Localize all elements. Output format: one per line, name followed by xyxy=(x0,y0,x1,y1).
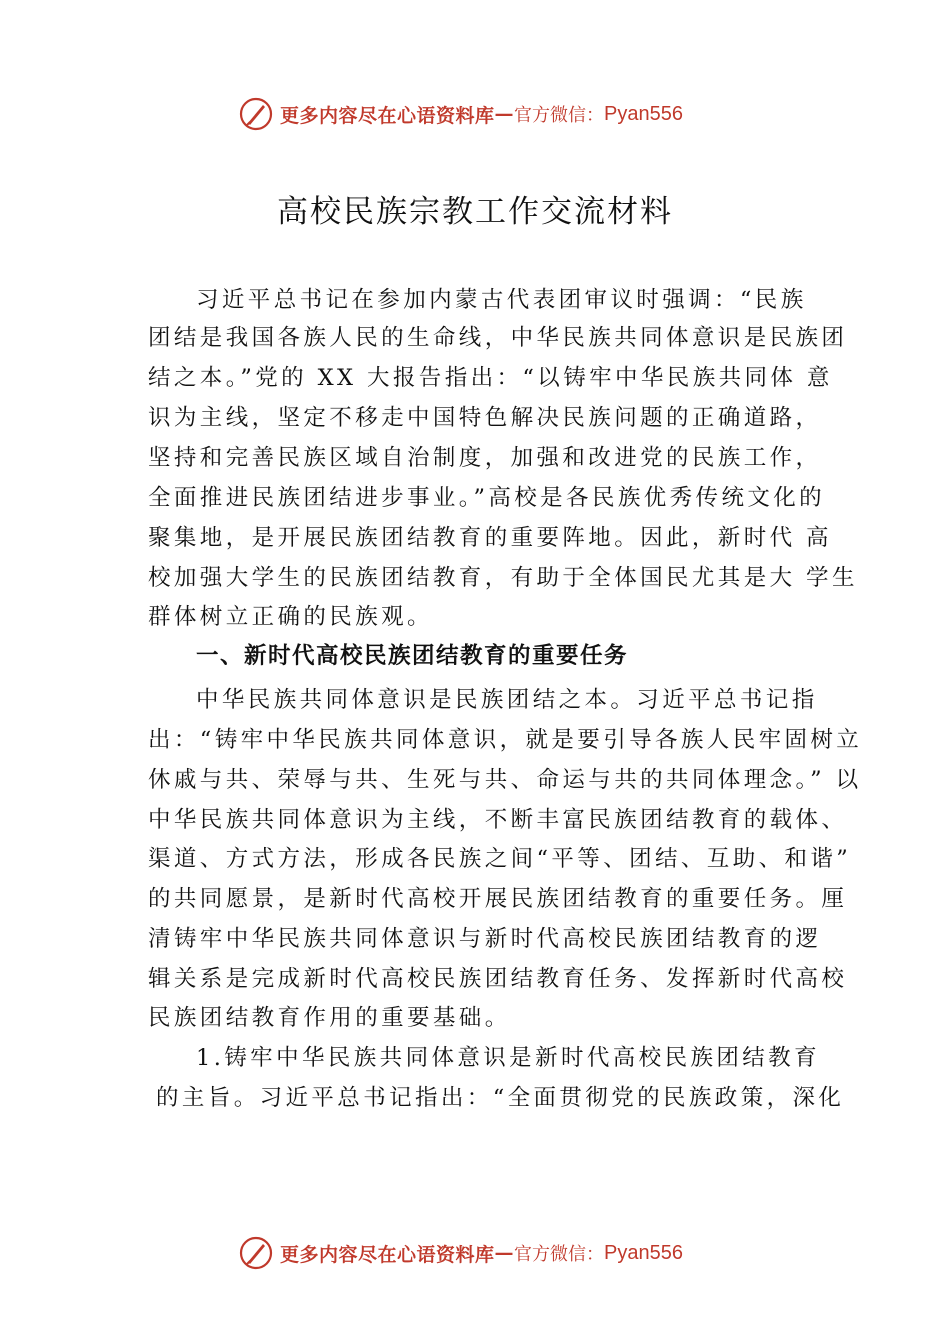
quill-logo-icon xyxy=(238,96,274,132)
body-line: 的主旨。习近平总书记指出：“全面贯彻党的民族政策，深化 xyxy=(156,1085,845,1111)
body-line: 1.铸牢中华民族共同体意识是新时代高校民族团结教育 xyxy=(196,1045,820,1071)
document-title: 高校民族宗教工作交流材料 xyxy=(277,194,673,230)
watermark-dash: — xyxy=(494,1242,515,1264)
body-line: 的共同愿景，是新时代高校开展民族团结教育的重要任务。厘 xyxy=(148,886,848,912)
watermark-brand: 更多内容尽在心语资料库 xyxy=(280,1243,495,1266)
watermark-dash: — xyxy=(494,103,515,125)
body-line: 中华民族共同体意识是民族团结之本。习近平总书记指 xyxy=(196,687,818,713)
quill-logo-icon xyxy=(238,1235,274,1271)
body-line: 识为主线，坚定不移走中国特色解决民族问题的正确道路， xyxy=(148,405,822,431)
body-line: 结之本。”党的 XX 大报告指出：“以铸牢中华民族共同体 意 xyxy=(148,365,833,391)
body-line: 出：“铸牢中华民族共同体意识，就是要引导各族人民牢固树立 xyxy=(148,727,863,753)
header-watermark xyxy=(238,94,683,134)
body-line: 民族团结教育作用的重要基础。 xyxy=(148,1005,511,1031)
body-line: 中华民族共同体意识为主线，不断丰富民族团结教育的载体、 xyxy=(148,807,848,833)
body-line: 校加强大学生的民族团结教育，有助于全体国民尤其是大 学生 xyxy=(148,565,858,591)
body-line: 清铸牢中华民族共同体意识与新时代高校民族团结教育的逻 xyxy=(148,926,822,952)
footer-watermark xyxy=(238,1233,683,1273)
watermark-account: Pyan556 xyxy=(604,102,683,125)
body-line: 坚持和完善民族区域自治制度，加强和改进党的民族工作， xyxy=(148,445,822,471)
watermark-brand: 更多内容尽在心语资料库 xyxy=(280,104,495,127)
body-line: 辑关系是完成新时代高校民族团结教育任务、发挥新时代高校 xyxy=(148,966,848,992)
watermark-account: Pyan556 xyxy=(604,1241,683,1264)
body-line: 团结是我国各族人民的生命线，中华民族共同体意识是民族团 xyxy=(148,325,848,351)
watermark-label: 官方微信： xyxy=(514,105,605,126)
body-line: 习近平总书记在参加内蒙古代表团审议时强调：“民族 xyxy=(196,287,807,313)
body-line: 休戚与共、荣辱与共、生死与共、命运与共的共同体理念。” 以 xyxy=(148,767,862,793)
body-line: 渠道、方式方法，形成各民族之间“平等、团结、互助、和谐” xyxy=(148,846,852,872)
watermark-label: 官方微信： xyxy=(514,1244,605,1265)
section-heading: 一、新时代高校民族团结教育的重要任务 xyxy=(196,643,629,669)
body-line: 全面推进民族团结进步事业。”高校是各民族优秀传统文化的 xyxy=(148,485,826,511)
body-line: 聚集地，是开展民族团结教育的重要阵地。因此，新时代 高 xyxy=(148,525,832,551)
body-line: 群体树立正确的民族观。 xyxy=(148,604,433,630)
